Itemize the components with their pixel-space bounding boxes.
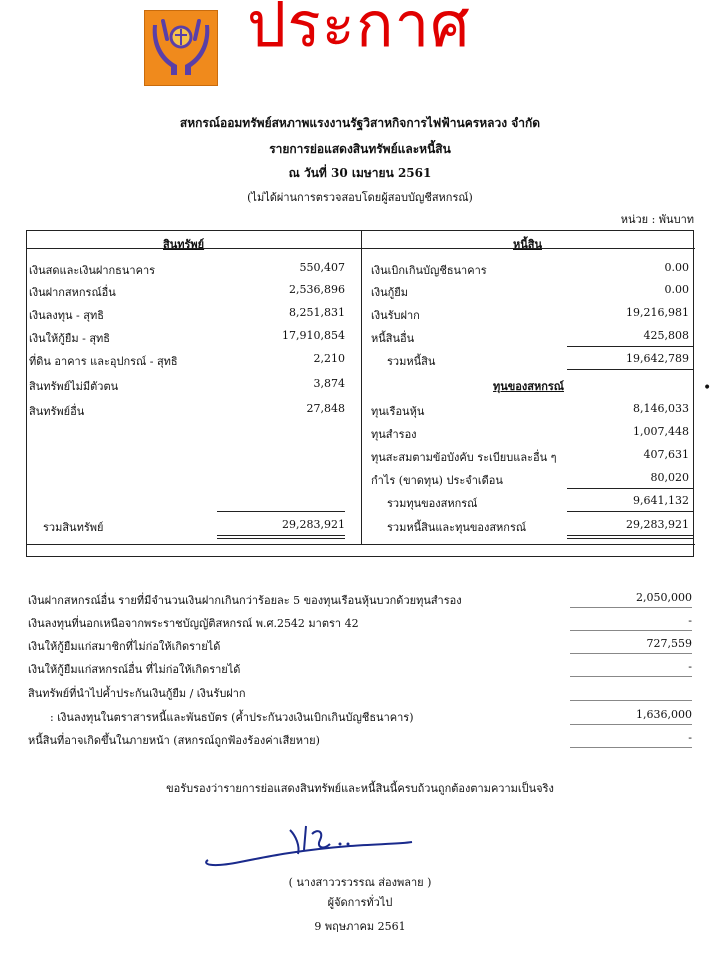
liability-label: เงินเบิกเกินบัญชีธนาคาร bbox=[371, 264, 487, 277]
note-label: หนี้สินที่อาจเกิดขึ้นในภายหน้า (สหกรณ์ถูกฟ้องร้องค่าเสียหาย) bbox=[28, 734, 320, 747]
table-bottom-rule bbox=[27, 544, 695, 545]
assets-heading: สินทรัพย์ bbox=[163, 238, 205, 251]
note-label: เงินลงทุนที่นอกเหนือจากพระราชบัญญัติสหกรณ์ พ.ศ.2542 มาตรา 42 bbox=[28, 617, 359, 630]
report-date: ณ วันที่ 30 เมษายน 2561 bbox=[288, 166, 432, 180]
asset-label: สินทรัพย์ไม่มีตัวตน bbox=[29, 380, 119, 393]
cooperative-name: สหกรณ์ออมทรัพย์สหภาพแรงงานรัฐวิสาหกิจการไฟฟ้านครหลวง จำกัด bbox=[179, 116, 541, 130]
note-value: 727,559 bbox=[646, 637, 692, 650]
note-label: สินทรัพย์ที่นำไปค้ำประกันเงินกู้ยืม / เงินรับฝาก bbox=[28, 687, 246, 700]
liability-value: 19,216,981 bbox=[626, 306, 689, 319]
liability-total-label: รวมหนี้สิน bbox=[387, 355, 436, 368]
note-label: เงินให้กู้ยืมแก่สหกรณ์อื่น ที่ไม่ก่อให้เกิดรายได้ bbox=[28, 663, 241, 676]
header-rule bbox=[27, 248, 695, 249]
note-label: เงินให้กู้ยืมแก่สมาชิกที่ไม่ก่อให้เกิดรายได้ bbox=[28, 640, 221, 653]
asset-total-value: 29,283,921 bbox=[282, 518, 345, 531]
liabilities-heading: หนี้สิน bbox=[513, 238, 543, 251]
note-rule bbox=[570, 607, 692, 608]
column-divider bbox=[361, 231, 362, 544]
asset-total-label: รวมสินทรัพย์ bbox=[43, 521, 104, 534]
note-rule bbox=[570, 724, 692, 725]
signature-date: 9 พฤษภาคม 2561 bbox=[314, 920, 406, 933]
grand-total-label: รวมหนี้สินและทุนของสหกรณ์ bbox=[387, 521, 527, 534]
asset-total-rule bbox=[217, 511, 345, 512]
liability-value: 425,808 bbox=[643, 329, 689, 342]
note-label: เงินฝากสหกรณ์อื่น รายที่มีจำนวนเงินฝากเกินกว่าร้อยละ 5 ของทุนเรือนหุ้นบวกด้วยทุนสำรอง bbox=[28, 594, 462, 607]
note-rule bbox=[570, 676, 692, 677]
asset-label: เงินสดและเงินฝากธนาคาร bbox=[29, 264, 156, 277]
liability-value: 0.00 bbox=[664, 283, 689, 296]
equity-label: ทุนสำรอง bbox=[371, 428, 417, 441]
equity-value: 80,020 bbox=[650, 471, 689, 484]
liability-total-rule bbox=[567, 346, 693, 347]
report-title: รายการย่อแสดงสินทรัพย์และหนี้สิน bbox=[269, 142, 451, 156]
hands-emblem-icon bbox=[151, 15, 211, 81]
equity-total-label: รวมทุนของสหกรณ์ bbox=[387, 497, 478, 510]
asset-value: 2,536,896 bbox=[289, 283, 345, 296]
equity-total-rule bbox=[567, 488, 693, 489]
certification-text: ขอรับรองว่ารายการย่อแสดงสินทรัพย์และหนี้สินนี้ครบถ้วนถูกต้องตามความเป็นจริง bbox=[166, 782, 554, 795]
balance-sheet-table bbox=[26, 230, 694, 557]
note-value: - bbox=[688, 614, 692, 627]
asset-value: 550,407 bbox=[299, 261, 345, 274]
signatory-name: ( นางสาววรวรรณ ส่องพลาย ) bbox=[288, 876, 432, 889]
equity-total-under-rule bbox=[567, 511, 693, 512]
asset-value: 8,251,831 bbox=[289, 306, 345, 319]
audit-note: (ไม่ได้ผ่านการตรวจสอบโดยผู้สอบบัญชีสหกรณ์) bbox=[247, 191, 473, 204]
grand-total-value: 29,283,921 bbox=[626, 518, 689, 531]
liability-value: 0.00 bbox=[664, 261, 689, 274]
liability-label: เงินรับฝาก bbox=[371, 309, 420, 322]
equity-label: ทุนเรือนหุ้น bbox=[371, 405, 425, 418]
note-value: - bbox=[688, 660, 692, 673]
asset-total-double-rule bbox=[217, 538, 345, 539]
signature bbox=[200, 820, 420, 874]
note-label: : เงินลงทุนในตราสารหนี้และพันธบัตร (ค้ำประกันวงเงินเบิกเกินบัญชีธนาคาร) bbox=[50, 711, 414, 724]
equity-value: 407,631 bbox=[643, 448, 689, 461]
liability-total-value: 19,642,789 bbox=[626, 352, 689, 365]
equity-label: ทุนสะสมตามข้อบังคับ ระเบียบและอื่น ๆ bbox=[371, 451, 557, 464]
asset-value: 2,210 bbox=[313, 352, 345, 365]
equity-label: กำไร (ขาดทุน) ประจำเดือน bbox=[371, 474, 503, 487]
note-value: 1,636,000 bbox=[636, 708, 692, 721]
asset-value: 3,874 bbox=[313, 377, 345, 390]
asset-label: เงินลงทุน - สุทธิ bbox=[29, 309, 104, 322]
grand-total-double-rule bbox=[567, 538, 693, 539]
note-rule bbox=[570, 630, 692, 631]
asset-label: สินทรัพย์อื่น bbox=[29, 405, 85, 418]
note-rule bbox=[570, 653, 692, 654]
equity-total-value: 9,641,132 bbox=[633, 494, 689, 507]
stray-dot: • bbox=[703, 380, 712, 396]
asset-value: 17,910,854 bbox=[282, 329, 345, 342]
note-rule bbox=[570, 747, 692, 748]
equity-heading: ทุนของสหกรณ์ bbox=[493, 380, 565, 393]
grand-total-double-rule bbox=[567, 535, 693, 536]
asset-label: เงินให้กู้ยืม - สุทธิ bbox=[29, 332, 111, 345]
asset-total-double-rule bbox=[217, 535, 345, 536]
signatory-position: ผู้จัดการทั่วไป bbox=[327, 896, 393, 909]
announcement-title: ประกาศ bbox=[247, 0, 471, 61]
liability-total-under-rule bbox=[567, 369, 693, 370]
note-value: 2,050,000 bbox=[636, 591, 692, 604]
note-value: - bbox=[688, 731, 692, 744]
asset-label: ที่ดิน อาคาร และอุปกรณ์ - สุทธิ bbox=[29, 355, 178, 368]
cooperative-logo bbox=[144, 10, 218, 86]
equity-value: 1,007,448 bbox=[633, 425, 689, 438]
asset-label: เงินฝากสหกรณ์อื่น bbox=[29, 286, 116, 299]
unit-label: หน่วย : พันบาท bbox=[620, 213, 694, 226]
equity-value: 8,146,033 bbox=[633, 402, 689, 415]
liability-label: เงินกู้ยืม bbox=[371, 286, 409, 299]
liability-label: หนี้สินอื่น bbox=[371, 332, 415, 345]
note-rule bbox=[570, 700, 692, 701]
asset-value: 27,848 bbox=[306, 402, 345, 415]
